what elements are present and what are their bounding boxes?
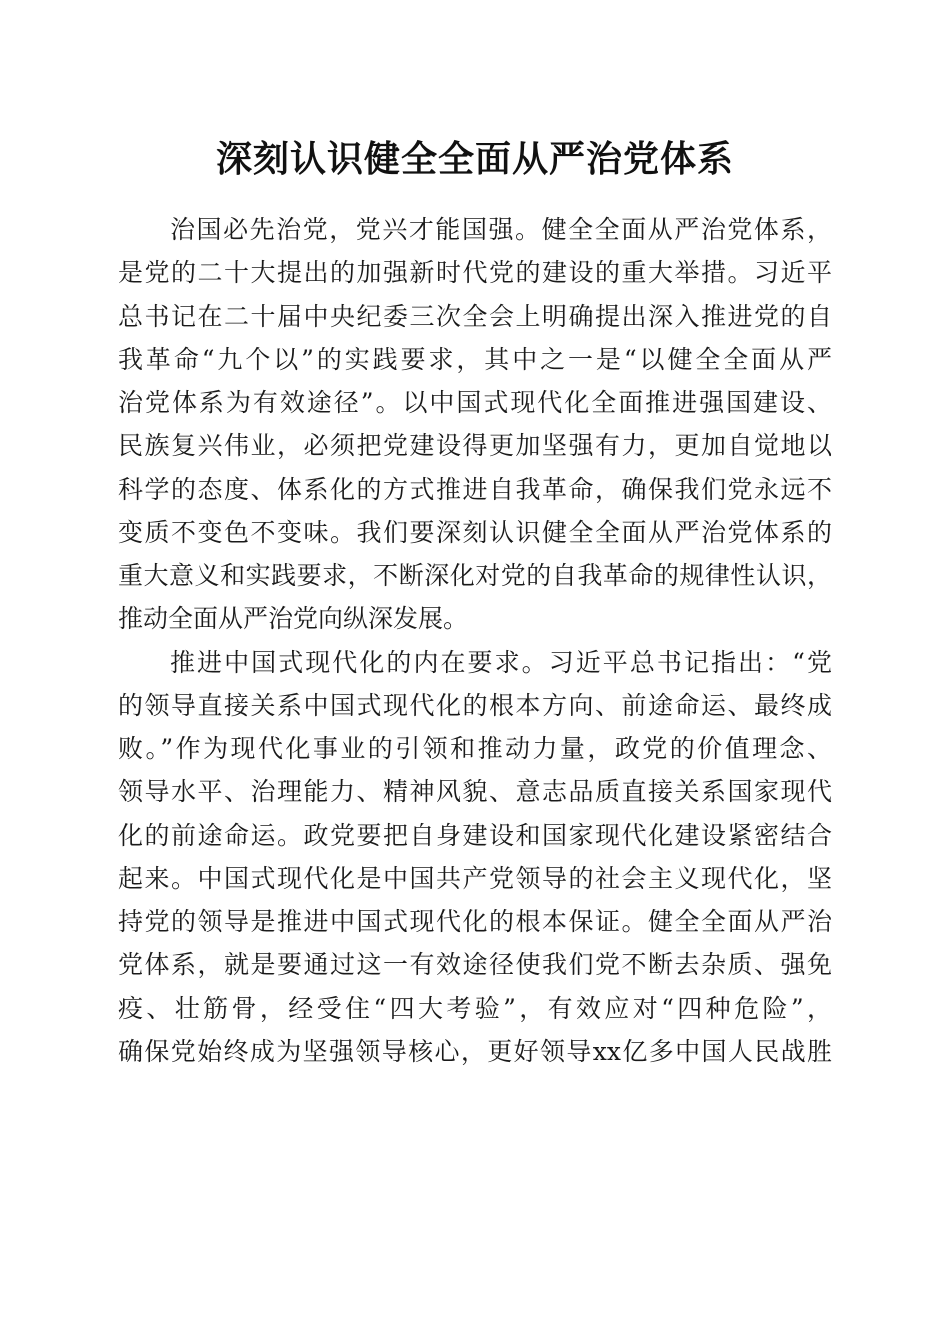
text-line: 治党体系为有效途径”。以中国式现代化全面推进强国建设、 [118, 388, 832, 417]
text-line: 推进中国式现代化的内在要求。习近平总书记指出：“党 [170, 647, 832, 677]
paragraph-2 [118, 641, 832, 1074]
document-body [118, 208, 832, 1073]
text-line: 推动全面从严治党向纵深发展。 [118, 604, 469, 634]
text-line: 化的前途命运。政党要把自身建设和国家现代化建设紧密结合 [118, 820, 832, 850]
document-title: 深刻认识健全全面从严治党体系 [215, 139, 734, 180]
text-line: 败。”作为现代化事业的引领和推动力量，政党的价值理念、 [118, 734, 832, 763]
text-line: 是党的二十大提出的加强新时代党的建设的重大举措。习近平 [118, 258, 832, 288]
text-line: 我革命“九个以”的实践要求，其中之一是“以健全全面从严 [118, 344, 832, 374]
text-line: 重大意义和实践要求，不断深化对党的自我革命的规律性认识， [118, 561, 832, 590]
text-line: 党体系，就是要通过这一有效途径使我们党不断去杂质、强免 [118, 950, 832, 980]
text-line: 变质不变色不变味。我们要深刻认识健全全面从严治党体系的 [118, 517, 832, 547]
text-line: 的领导直接关系中国式现代化的根本方向、前途命运、最终成 [118, 690, 832, 720]
text-line: 起来。中国式现代化是中国共产党领导的社会主义现代化，坚 [118, 863, 832, 893]
text-line: 领导水平、治理能力、精神风貌、意志品质直接关系国家现代 [118, 777, 832, 807]
text-line: 疫、壮筋骨，经受住“四大考验”，有效应对“四种危险”， [118, 993, 832, 1023]
text-line: 持党的领导是推进中国式现代化的根本保证。健全全面从严治 [118, 907, 832, 936]
paragraph-1 [118, 208, 832, 641]
text-line: 治国必先治党，党兴才能国强。健全全面从严治党体系， [170, 215, 832, 244]
text-line: 民族复兴伟业，必须把党建设得更加坚强有力，更加自觉地以 [118, 431, 832, 461]
text-line: 总书记在二十届中央纪委三次全会上明确提出深入推进党的自 [118, 301, 832, 331]
text-line: 科学的态度、体系化的方式推进自我革命，确保我们党永远不 [118, 474, 832, 504]
text-line: 确保党始终成为坚强领导核心，更好领导xx亿多中国人民战胜 [118, 1036, 832, 1066]
